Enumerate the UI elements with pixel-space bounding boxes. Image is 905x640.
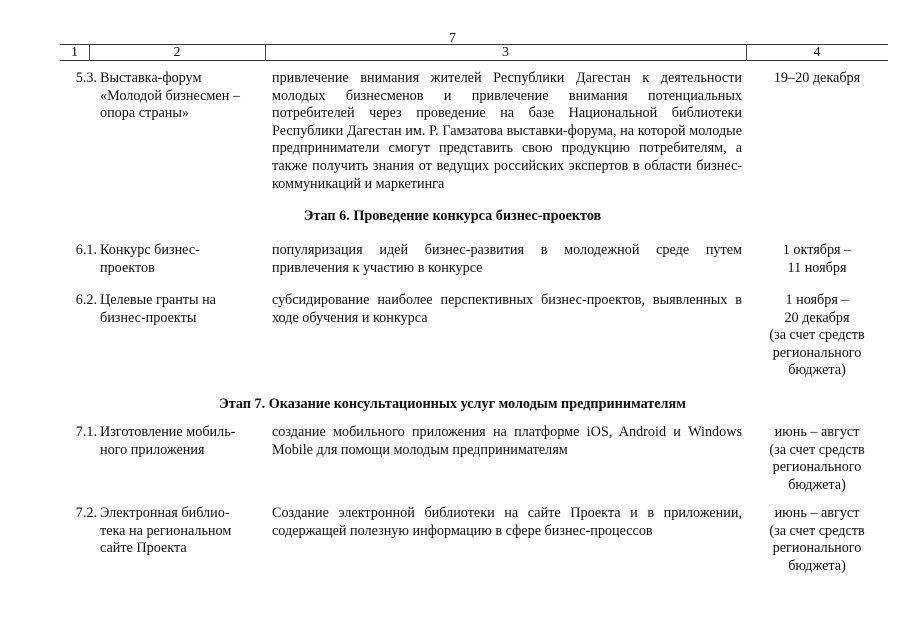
item-name-line: ного приложения bbox=[100, 441, 205, 458]
item-date bbox=[752, 242, 882, 277]
item-description: создание мобильного приложения на платформе iOS, Android и Windows Mobile для помощи молодым предпринимателям bbox=[272, 424, 742, 458]
item-name-line: Конкурс бизнес- bbox=[100, 242, 200, 258]
item-name bbox=[100, 242, 270, 277]
item-number: 5.3. bbox=[75, 70, 97, 86]
item-description: Создание электронной библиотеки на сайте Проекта и в приложении, содержащей полезную информацию в сфере бизнес-процессов bbox=[272, 505, 742, 539]
item-number: 7.1. bbox=[75, 424, 97, 440]
item-date bbox=[752, 424, 882, 494]
item-date bbox=[752, 292, 882, 380]
item-date-line: 20 декабря bbox=[784, 309, 850, 326]
item-date-line: июнь – август bbox=[774, 505, 860, 521]
item-description: субсидирование наиболее перспективных бизнес-проектов, выявленных в ходе обучения и конкурса bbox=[272, 292, 742, 326]
item-date-line: бюджета) bbox=[788, 557, 846, 574]
item-number: 6.2. bbox=[75, 292, 97, 308]
item-name bbox=[100, 70, 270, 123]
item-date-line: июнь – август bbox=[774, 424, 860, 440]
item-date-line: 1 октября – bbox=[782, 242, 852, 258]
item-date-line: регионального bbox=[772, 540, 862, 557]
item-date bbox=[752, 505, 882, 575]
item-name-line: «Молодой бизнесмен – bbox=[100, 87, 240, 104]
item-description: популяризация идей бизнес-развития в молодежной среде путем привлечения к участию в конкурсе bbox=[272, 242, 742, 276]
header-col-3: 3 bbox=[502, 45, 509, 60]
item-name-line: проектов bbox=[100, 259, 155, 276]
stage-title: Этап 7. Оказание консультационных услуг молодым предпринимателям bbox=[219, 396, 686, 412]
item-date-line: (за счет средств bbox=[769, 441, 865, 458]
item-name bbox=[100, 424, 270, 459]
item-number: 6.1. bbox=[75, 242, 97, 258]
item-name-line: Изготовление мобиль- bbox=[100, 424, 236, 440]
item-name bbox=[100, 292, 270, 327]
item-name-line: Целевые гранты на bbox=[100, 292, 216, 308]
item-name-line: Электронная библио- bbox=[100, 505, 230, 521]
item-name-line: тека на региональном bbox=[100, 522, 232, 539]
header-col-2: 2 bbox=[173, 45, 181, 60]
header-col-1: 1 bbox=[71, 45, 78, 60]
item-date-line: 19–20 декабря bbox=[773, 70, 861, 86]
item-name-line: Выставка-форум bbox=[100, 70, 202, 86]
item-date-line: бюджета) bbox=[788, 362, 846, 379]
item-date bbox=[752, 70, 882, 88]
stage-title: Этап 6. Проведение конкурса бизнес-проектов bbox=[303, 208, 602, 224]
item-name-line: сайте Проекта bbox=[100, 540, 187, 557]
item-name bbox=[100, 505, 270, 558]
item-date-line: регионального bbox=[772, 459, 862, 476]
item-date-line: регионального bbox=[772, 344, 862, 361]
item-date-line: бюджета) bbox=[788, 476, 846, 493]
item-name-line: бизнес-проекты bbox=[100, 309, 197, 326]
item-date-line: 1 ноября – bbox=[785, 292, 849, 308]
item-date-line: (за счет средств bbox=[769, 327, 865, 344]
item-date-line: 11 ноября bbox=[787, 259, 847, 276]
header-col-4: 4 bbox=[813, 45, 821, 60]
page-number: 7 bbox=[449, 31, 456, 46]
item-name-line: опора страны» bbox=[100, 105, 189, 122]
item-date-line: (за счет средств bbox=[769, 522, 865, 539]
item-description: привлечение внимания жителей Республики Дагестан к деятельности молодых бизнесменов и привлечение внимания потенциальных потребителей через проведение на базе Национальной библиотеки Республики Дагестан им. Р. Гамзатова выставки-форума, на которой молодые предприниматели смогут представить свою продукцию потребителям, а также получить знания от ведущих российских экспертов в области бизнес-коммуникаций и маркетинга bbox=[272, 70, 742, 192]
item-number: 7.2. bbox=[75, 505, 97, 521]
